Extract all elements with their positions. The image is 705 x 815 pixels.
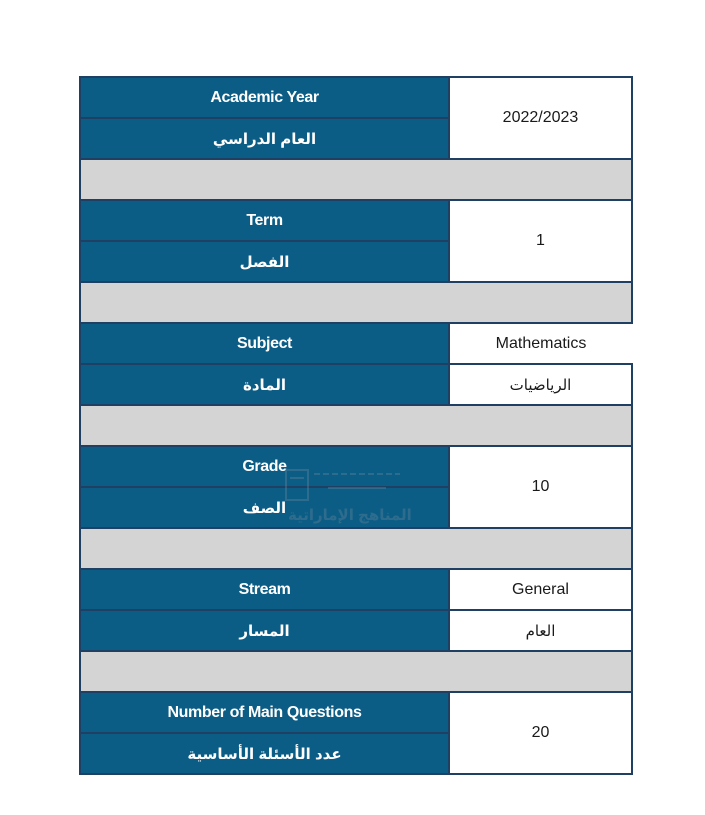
- spacer-cell: [80, 528, 632, 569]
- spacer-cell: [80, 651, 632, 692]
- spacer-row: [80, 159, 632, 200]
- exam-info-table: [79, 76, 633, 775]
- spacer-cell: [80, 159, 632, 200]
- academic-year-row-en: [80, 77, 632, 118]
- grade-row-en: [80, 446, 632, 487]
- term-row-en: [80, 200, 632, 241]
- spacer-cell: [80, 405, 632, 446]
- spacer-cell: [80, 282, 632, 323]
- subject-value-en: Mathematics: [449, 323, 632, 364]
- stream-row-ar: [80, 610, 632, 651]
- grade-value: 10: [449, 446, 632, 528]
- subject-row-ar: [80, 364, 632, 405]
- spacer-row: [80, 405, 632, 446]
- stream-value-en: General: [449, 569, 632, 610]
- main-questions-label-en: Number of Main Questions: [80, 692, 449, 733]
- main-questions-value: 20: [449, 692, 632, 774]
- stream-value-ar: العام: [449, 610, 632, 651]
- term-label-en: Term: [80, 200, 449, 241]
- grade-label-ar: الصف: [80, 487, 449, 528]
- term-value: 1: [449, 200, 632, 282]
- subject-value-ar: الرياضيات: [449, 364, 632, 405]
- subject-label-en: Subject: [80, 323, 449, 364]
- grade-label-en: Grade: [80, 446, 449, 487]
- spacer-row: [80, 282, 632, 323]
- spacer-row: [80, 651, 632, 692]
- watermark-text: المناهج الإماراتية: [288, 507, 412, 524]
- stream-row-en: [80, 569, 632, 610]
- main-questions-label-ar: عدد الأسئلة الأساسية: [80, 733, 449, 774]
- academic-year-value: 2022/2023: [449, 77, 632, 159]
- academic-year-label-ar: العام الدراسي: [80, 118, 449, 159]
- term-label-ar: الفصل: [80, 241, 449, 282]
- stream-label-en: Stream: [80, 569, 449, 610]
- spacer-row: [80, 528, 632, 569]
- subject-label-ar: المادة: [80, 364, 449, 405]
- academic-year-label-en: Academic Year: [80, 77, 449, 118]
- stream-label-ar: المسار: [80, 610, 449, 651]
- subject-row-en: [80, 323, 632, 364]
- main-questions-row-en: [80, 692, 632, 733]
